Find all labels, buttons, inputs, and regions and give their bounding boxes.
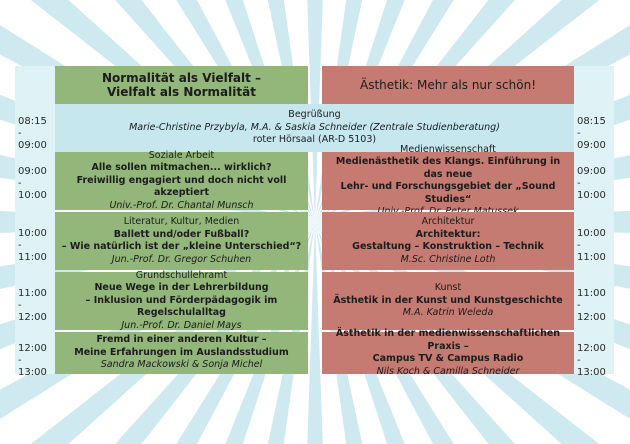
time-slot: 08:15 - 09:00 (18, 116, 47, 151)
session-category: Grundschullehramt (135, 269, 228, 281)
welcome-room: roter Hörsaal (AR-D 5103) (252, 134, 377, 146)
session-category: Kunst (434, 282, 462, 294)
track-title-line: Normalität als Vielfalt – (101, 70, 262, 85)
session-title-line: – Inklusion und Förderpädagogik im Regelschulalltag (85, 294, 278, 319)
session-title-line: – Wie natürlich ist der „kleine Unterschied“? (61, 241, 302, 252)
track-title-line: Vielfalt als Normalität (107, 85, 256, 99)
time-column-right (574, 66, 614, 378)
time-slot: 12:00 - 13:00 (577, 343, 606, 378)
welcome-speakers: Marie-Christine Przybyla, M.A. & Saskia Schneider (Zentrale Studienberatung) (129, 121, 500, 133)
session-speaker: M.A. Katrin Weleda (402, 307, 494, 319)
session-title-line: Lehr- und Forschungsgebiet der „Sound Studies“ (340, 181, 556, 205)
track-title-line: Ästhetik: Mehr als nur schön! (359, 77, 536, 92)
session-speaker: Jun.-Prof. Dr. Daniel Mays (121, 319, 242, 331)
session-title-line: Fremd in einer anderen Kultur – (96, 334, 267, 346)
time-slot: 10:00 - 11:00 (577, 228, 606, 263)
session-category: Literatur, Kultur, Medien (123, 216, 240, 227)
session-speaker: Sandra Mackowski & Sonja Michel (100, 359, 263, 371)
session-title-line: Campus TV & Campus Radio (372, 353, 524, 364)
session-left (55, 332, 308, 374)
session-title-line: Neue Wege in der Lehrerbildung (94, 282, 269, 294)
session-speaker: Nils Koch & Camilla Schneider (376, 365, 520, 377)
session-title-line: Architektur: (415, 228, 481, 240)
session-title-line: Gestaltung – Konstruktion – Technik (352, 241, 544, 252)
time-slot: 11:00 - 12:00 (577, 288, 606, 323)
session-title-line: Ballett und/oder Fußball? (113, 228, 250, 240)
welcome-title: Begrüßung (288, 109, 341, 121)
session-speaker: Jun.-Prof. Dr. Gregor Schuhen (111, 253, 252, 265)
session-right (322, 143, 574, 210)
welcome-banner (55, 104, 574, 152)
session-title-line: Medienästhetik des Klangs. Einführung in das neue (335, 156, 561, 180)
session-category: Medienwissenschaft (400, 143, 496, 155)
session-left (55, 149, 308, 211)
time-slot: 09:00 - 10:00 (18, 166, 47, 201)
session-speaker: Univ.-Prof. Dr. Chantal Munsch (109, 199, 254, 211)
time-slot: 12:00 - 13:00 (18, 343, 47, 378)
session-right (322, 212, 574, 270)
session-right (322, 272, 574, 330)
time-slot: 11:00 - 12:00 (18, 288, 47, 323)
session-title-line: Alle sollen mitmachen... wirklich? (91, 162, 272, 174)
session-right (322, 328, 574, 377)
session-category: Architektur (421, 216, 475, 227)
session-title-line: Meine Erfahrungen im Auslandsstudium (74, 346, 289, 358)
time-column-left (15, 66, 55, 378)
time-slot: 10:00 - 11:00 (18, 228, 47, 263)
session-title-line: Ästhetik in der medienwissenschaftlichen Praxis – (335, 328, 561, 352)
session-left (55, 212, 308, 270)
track-header-right (322, 66, 574, 104)
session-title-line: Freiwillig engagiert und doch nicht voll akzeptiert (76, 174, 287, 199)
session-category: Soziale Arbeit (148, 149, 215, 161)
session-left (55, 269, 308, 331)
track-header-left (55, 66, 308, 104)
time-slot: 09:00 - 10:00 (577, 166, 606, 201)
time-slot: 08:15 - 09:00 (577, 116, 606, 151)
session-title-line: Ästhetik in der Kunst und Kunstgeschichte (333, 294, 563, 306)
session-speaker: M.Sc. Christine Loth (400, 253, 496, 265)
